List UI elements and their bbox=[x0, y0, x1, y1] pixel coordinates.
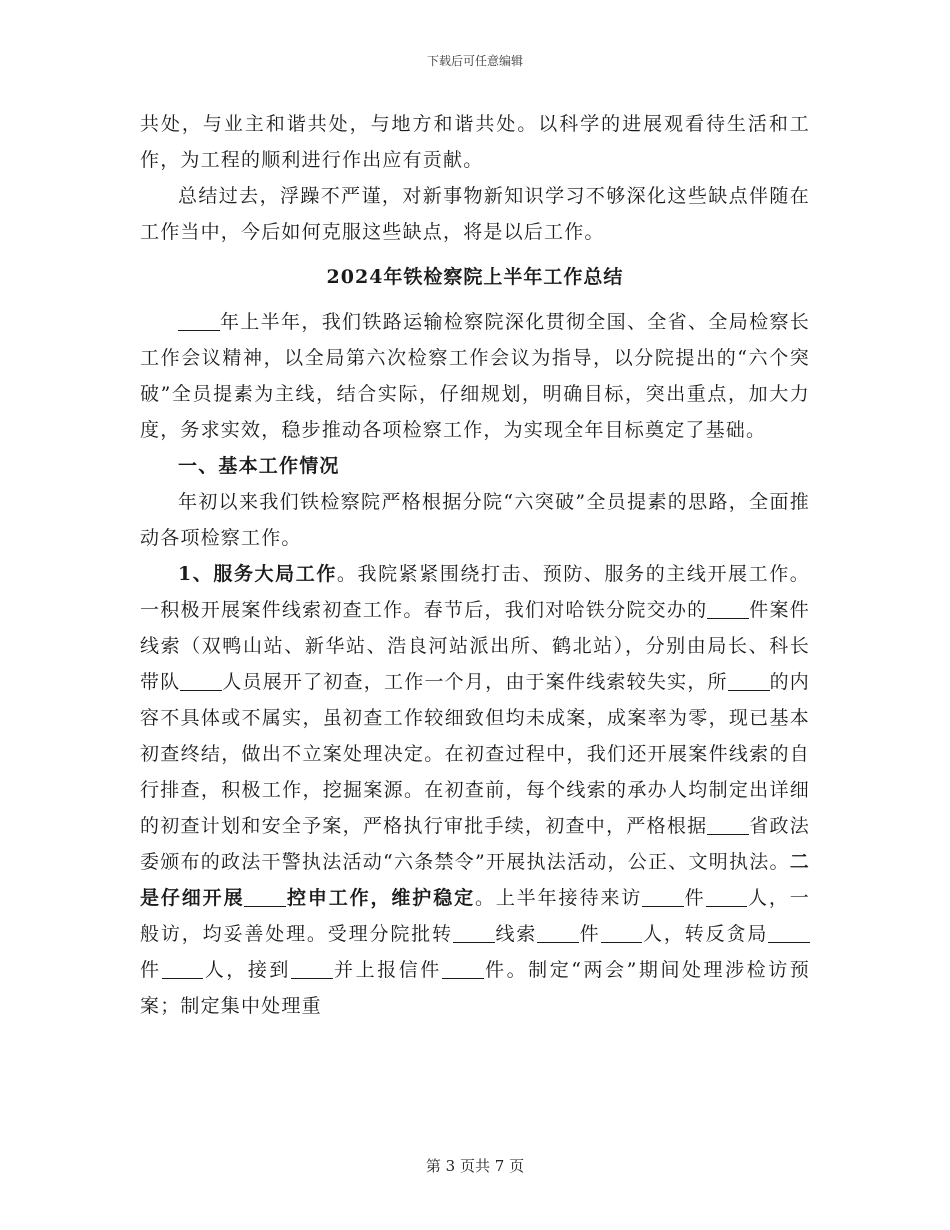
text-run: 件 bbox=[579, 923, 601, 945]
fill-blank bbox=[162, 959, 204, 979]
document-body bbox=[140, 106, 810, 1024]
text-run: 人，转反贪局 bbox=[642, 923, 769, 945]
text-run: 件 bbox=[140, 959, 162, 981]
text-run: 并上报信件 bbox=[332, 959, 442, 981]
fill-blank bbox=[244, 887, 286, 907]
paragraph-service-work bbox=[140, 556, 810, 1024]
fill-blank bbox=[728, 671, 770, 691]
fill-blank bbox=[707, 815, 749, 835]
fill-blank bbox=[601, 923, 643, 943]
text-run: 人，接到 bbox=[203, 959, 291, 981]
paragraph-intro bbox=[140, 304, 810, 448]
text-run: 人员展开了初查，工作一个月，由于案件线索较失实，所 bbox=[222, 671, 728, 693]
fill-blank bbox=[178, 311, 220, 331]
subheading-complaint-cont: 控申工作，维护稳定 bbox=[286, 887, 475, 909]
fill-blank bbox=[291, 959, 333, 979]
text-run: 件案件线索（双鸭山站、新华站、浩良河站派出所、鹤北站），分别由局长、科长带队 bbox=[140, 599, 810, 693]
subheading-service: 1、服务大局工作 bbox=[178, 563, 337, 585]
text-run: 。我院紧紧围绕打击、预防、服务的主线开展工作。一积极开展案件线索初查工作。春节后，我们对哈铁分院交办的 bbox=[140, 563, 810, 621]
text-run: 件 bbox=[683, 887, 706, 909]
fill-blank bbox=[453, 923, 495, 943]
document-title: 2024年铁检察院上半年工作总结 bbox=[326, 266, 624, 288]
paragraph-overview: 年初以来我们铁检察院严格根据分院“六突破”全员提素的思路，全面推动各项检察工作。 bbox=[140, 491, 810, 549]
fill-blank bbox=[768, 923, 810, 943]
subheading-complaint: 二是仔细开展 bbox=[140, 851, 810, 909]
fill-blank bbox=[706, 887, 748, 907]
text-run: 人，一般访，均妥善处理。受理分院批转 bbox=[140, 887, 810, 945]
paragraph-continuation: 共处，与业主和谐共处，与地方和谐共处。以科学的进展观看待生活和工作，为工程的顺利进行作出应有贡献。 bbox=[140, 113, 810, 171]
text-run: 。上半年接待来访 bbox=[474, 887, 643, 909]
text-run: 线索 bbox=[494, 923, 538, 945]
fill-blank bbox=[642, 887, 684, 907]
intro-text: 年上半年，我们铁路运输检察院深化贯彻全国、全省、全局检察长工作会议精神，以全局第六次检察工作会议为指导，以分院提出的“六个突破”全员提素为主线，结合实际，仔细规划，明确目标，突出重点，加大力度，务求实效，稳步推动各项检察工作，为实现全年目标奠定了基础。 bbox=[140, 311, 810, 441]
paragraph-summary: 总结过去，浮躁不严谨，对新事物新知识学习不够深化这些缺点伴随在工作当中，今后如何克服这些缺点，将是以后工作。 bbox=[140, 185, 810, 243]
text-run: 省政法委颁布的政法干警执法活动“六条禁令”开展执法活动，公正、文明执法。 bbox=[140, 815, 810, 873]
fill-blank bbox=[180, 671, 222, 691]
fill-blank bbox=[537, 923, 579, 943]
section-heading: 一、基本工作情况 bbox=[178, 455, 340, 477]
page-header: 下载后可任意编辑 bbox=[426, 54, 523, 68]
text-run: 件。制定“两会”期间处理涉检访预案；制定集中处理重 bbox=[140, 959, 810, 1017]
text-run: 的内容不具体或不属实，虽初查工作较细致但均未成案，成案率为零，现已基本初查终结，做出不立案处理决定。在初查过程中，我们还开展案件线索的自行排查，积极工作，挖掘案源。在初查前，每个线索的承办人均制定出详细的初查计划和安全予案，严格执行审批手续，初查中，严格根据 bbox=[140, 671, 811, 837]
fill-blank bbox=[707, 599, 749, 619]
fill-blank bbox=[442, 959, 484, 979]
page-footer: 第 3 页共 7 页 bbox=[425, 1157, 525, 1175]
